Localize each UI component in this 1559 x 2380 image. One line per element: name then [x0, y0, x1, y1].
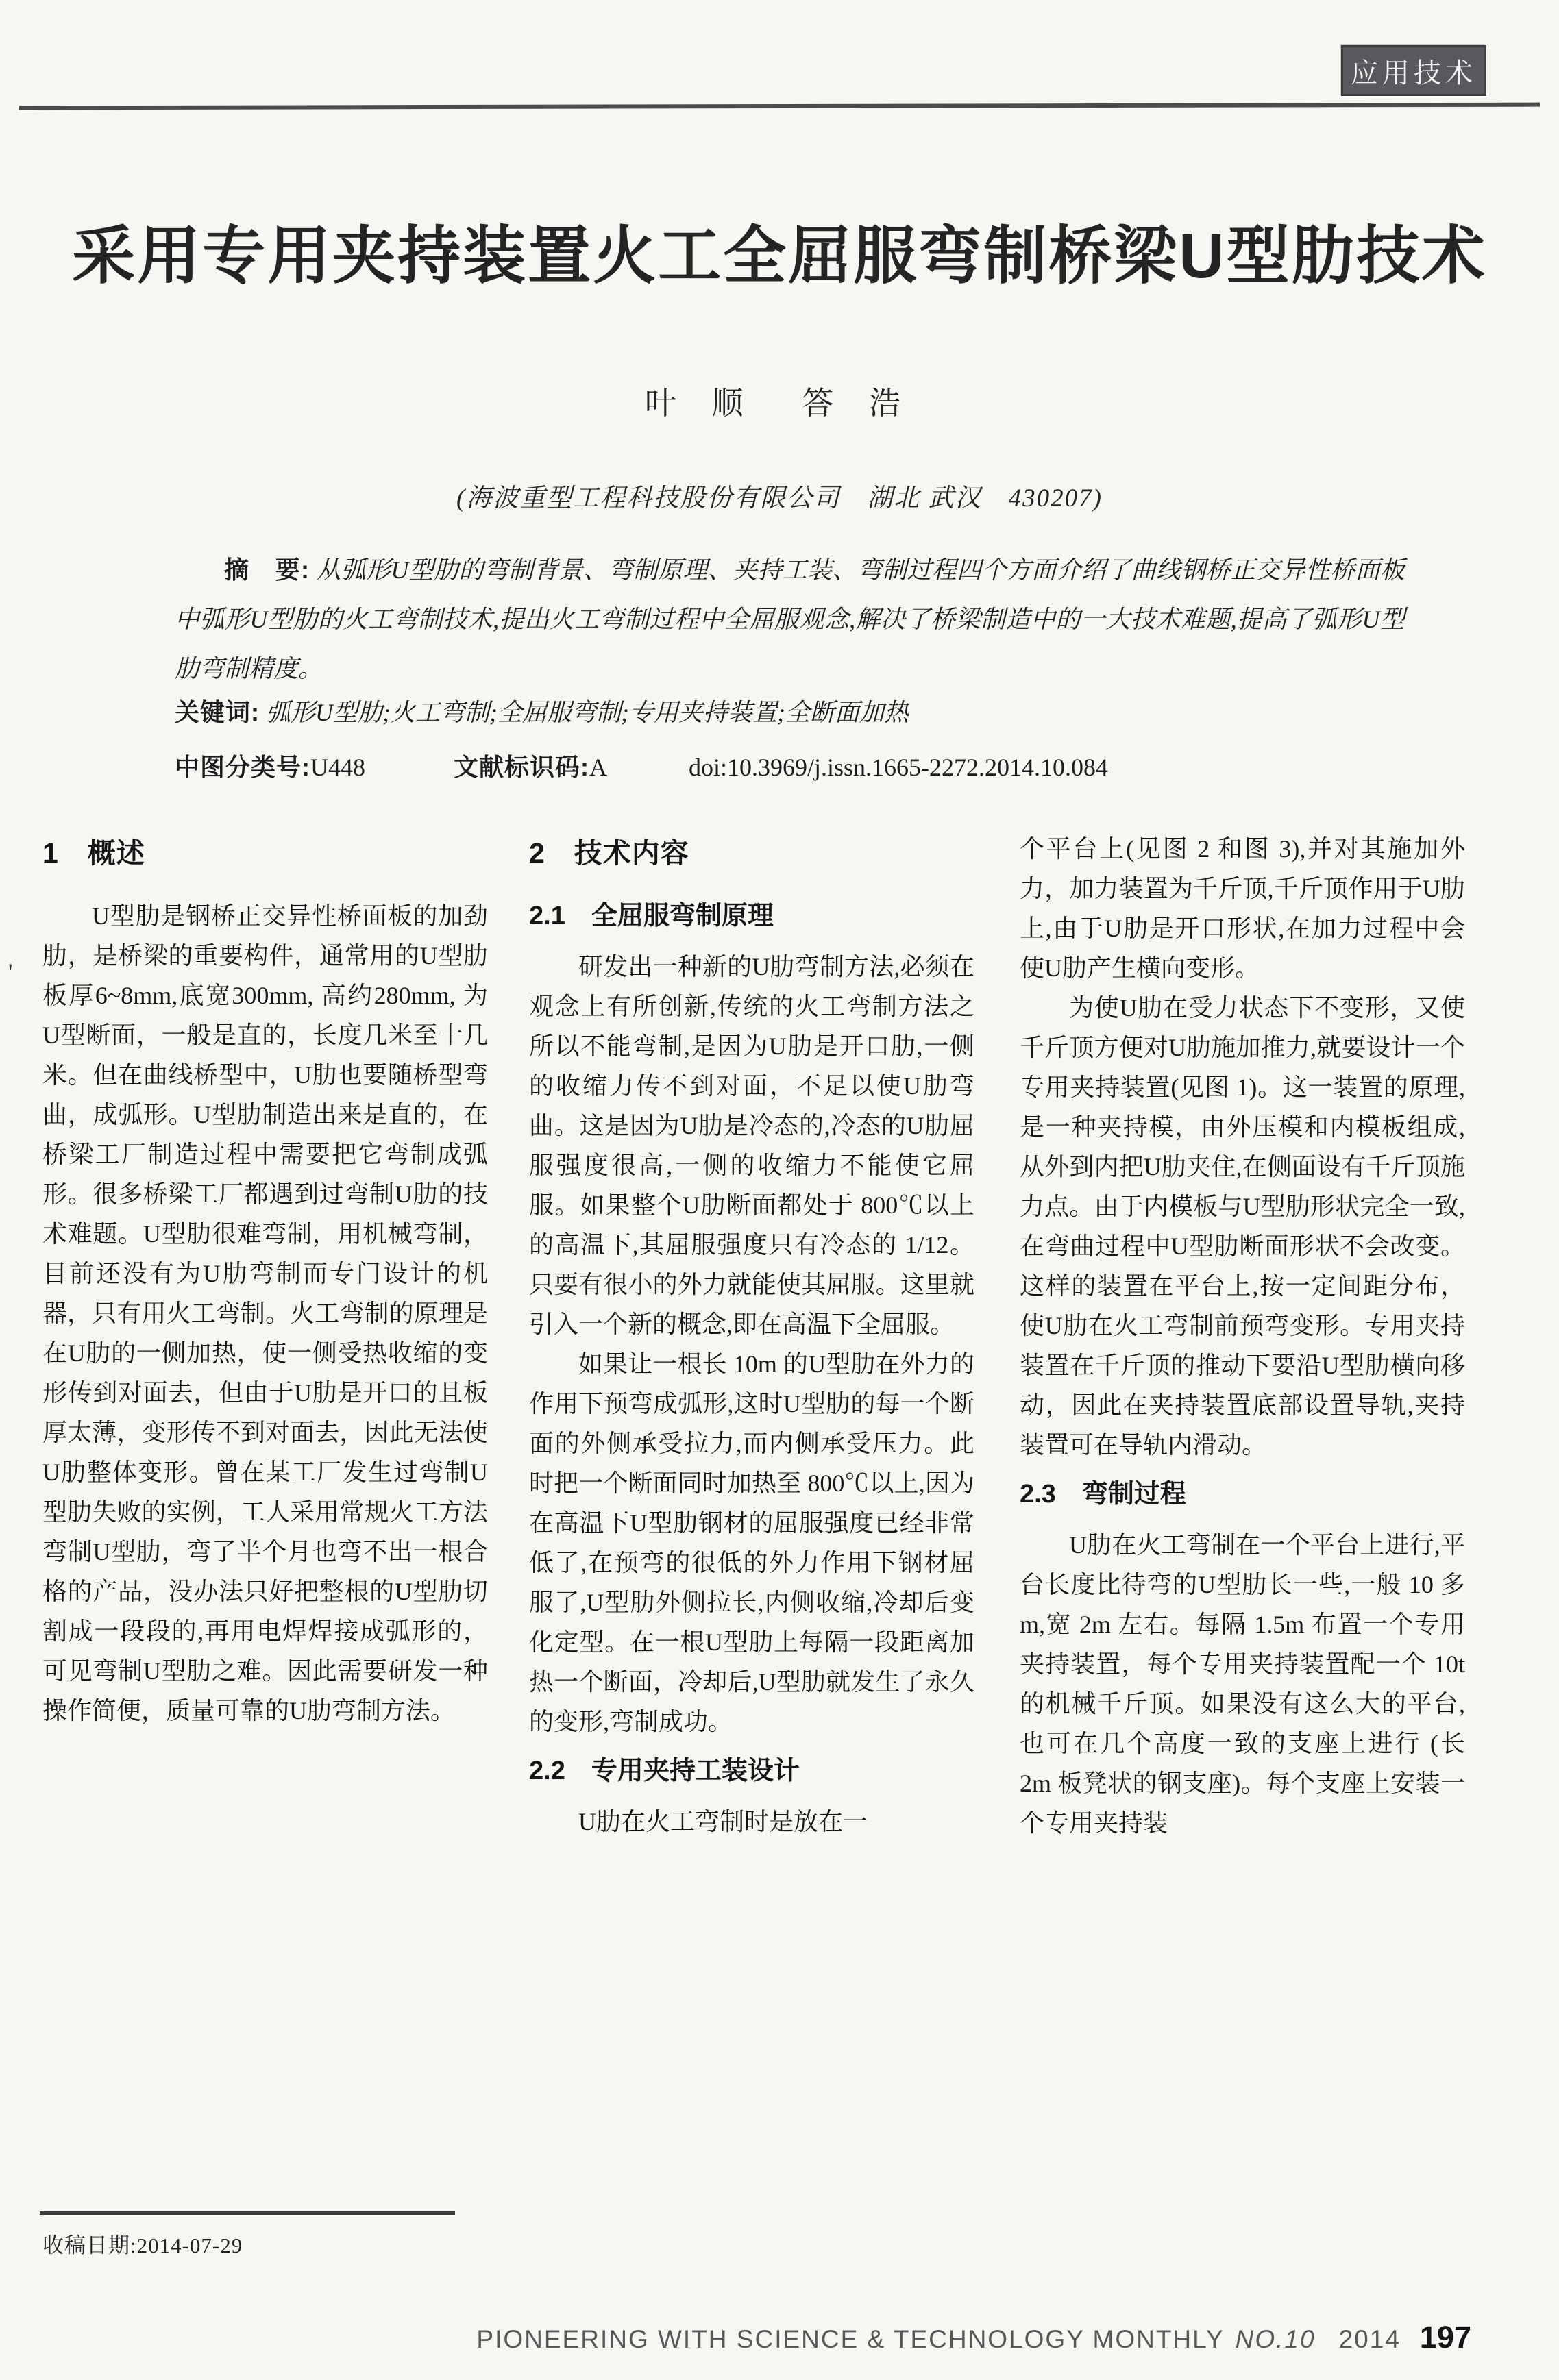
journal-issue: NO.10: [1235, 2325, 1316, 2353]
clc-value: U448: [310, 754, 365, 781]
footer-rule: [40, 2211, 455, 2215]
section-heading-1: 1 概述: [42, 837, 145, 869]
clc-group: [175, 754, 365, 781]
keywords-label: 关键词:: [175, 698, 260, 726]
column-2: [529, 829, 974, 1842]
keywords-text: 弧形U型肋;火工弯制;全屈服弯制;专用夹持装置;全断面加热: [266, 699, 909, 726]
received-date: 收稿日期:2014-07-29: [42, 2233, 243, 2257]
doi: doi:10.3969/j.issn.1665-2272.2014.10.084: [689, 754, 1109, 781]
paragraph: U肋在火工弯制时是放在一: [578, 1808, 868, 1835]
scan-artifact: ': [8, 958, 13, 986]
paragraph: U肋在火工弯制在一个平台上进行,平台长度比待弯的U型肋长一些,一般 10 多 m,宽 2m 左右。每隔 1.5m 布置一个专用夹持装置，每个专用夹持装置配一个 10t 的机械千斤顶。如果没有这么大的平台,也可在几个高度一致的支座上进行 (长 2m 板凳状的钢支座)。每个支座上安装一个专用夹持装: [1020, 1531, 1465, 1837]
paragraph: 个平台上(见图 2 和图 3),并对其施加外力，加力装置为千斤顶,千斤顶作用于U肋上,由于U肋是开口形状,在加力过程中会使U肋产生横向变形。: [1020, 835, 1465, 982]
journal-year: 2014: [1338, 2325, 1401, 2353]
header-rule: [19, 103, 1540, 110]
authors: 叶 顺 答 浩: [645, 386, 914, 421]
keywords: [175, 693, 1405, 728]
section-badge: 应用技术: [1341, 45, 1486, 96]
paragraph: U型肋是钢桥正交异性桥面板的加劲肋，是桥梁的重要构件，通常用的U型肋板厚6~8mm,底宽300mm, 高约280mm, 为U型断面，一般是直的，长度几米至十几米。但在曲线桥型中，U肋也要随桥型弯曲，成弧形。U型肋制造出来是直的，在桥梁工厂制造过程中需要把它弯制成弧形。很多桥梁工厂都遇到过弯制U肋的技术难题。U型肋很难弯制，用机械弯制，目前还没有为U肋弯制而专门设计的机器，只有用火工弯制。火工弯制的原理是在U肋的一侧加热，使一侧受热收缩的变形传到对面去，但由于U肋是开口的且板厚太薄，变形传不到对面去，因此无法使U肋整体变形。曾在某工厂发生过弯制U型肋失败的实例，工人采用常规火工方法弯制U型肋，弯了半个月也弯不出一根合格的产品，没办法只好把整根的U型肋切割成一段段的,再用电焊焊接成弧形的，可见弯制U型肋之难。因此需要研发一种操作简便，质量可靠的U肋弯制方法。: [42, 902, 488, 1724]
section-heading-2: 2 技术内容: [529, 837, 689, 869]
subsection-heading-2-2: 2.2 专用夹持工装设计: [529, 1757, 800, 1785]
abstract-label: 摘 要:: [224, 556, 310, 584]
abstract: [175, 545, 1405, 693]
doc-code-value: A: [589, 754, 607, 781]
doc-code-label: 文献标识码:: [454, 753, 589, 781]
subsection-heading-2-1: 2.1 全屈服弯制原理: [529, 902, 774, 930]
column-1: [42, 829, 488, 1731]
journal-name: PIONEERING WITH SCIENCE & TECHNOLOGY MONTHLY: [476, 2325, 1225, 2353]
abstract-text: 从弧形U型肋的弯制背景、弯制原理、夹持工装、弯制过程四个方面介绍了曲线钢桥正交异性桥面板中弧形U型肋的火工弯制技术,提出火工弯制过程中全屈服观念,解决了桥梁制造中的一大技术难题,提高了弧形U型肋弯制精度。: [175, 556, 1405, 682]
paragraph: 为使U肋在受力状态下不变形，又使千斤顶方便对U肋施加推力,就要设计一个专用夹持装置(见图 1)。这一装置的原理,是一种夹持模，由外压模和内模板组成,从外到内把U肋夹住,在侧面设有千斤顶施力点。由于内模板与U型肋形状完全一致,在弯曲过程中U型肋断面形状不会改变。这样的装置在平台上,按一定间距分布，使U肋在火工弯制前预弯变形。专用夹持装置在千斤顶的推动下要沿U型肋横向移动，因此在夹持装置底部设置导轨,夹持装置可在导轨内滑动。: [1020, 994, 1465, 1459]
paragraph: 如果让一根长 10m 的U型肋在外力的作用下预弯成弧形,这时U型肋的每一个断面的外侧承受拉力,而内侧承受压力。此时把一个断面同时加热至 800℃以上,因为在高温下U型肋钢材的屈服强度已经非常低了,在预弯的很低的外力作用下钢材屈服了,U型肋外侧拉长,内侧收缩,冷却后变化定型。在一根U型肋上每隔一段距离加热一个断面，冷却后,U型肋就发生了永久的变形,弯制成功。: [529, 1350, 974, 1735]
column-3: [1020, 829, 1465, 1843]
article-title: 采用专用夹持装置火工全屈服弯制桥梁U型肋技术: [72, 221, 1487, 291]
paragraph: 研发出一种新的U肋弯制方法,必须在观念上有所创新,传统的火工弯制方法之所以不能弯制,是因为U肋是开口肋,一侧的收缩力传不到对面，不足以使U肋弯曲。这是因为U肋是冷态的,冷态的U肋屈服强度很高,一侧的收缩力不能使它屈服。如果整个U肋断面都处于 800℃以上的高温下,其屈服强度只有冷态的 1/12。只要有很小的外力就能使其屈服。这里就引入一个新的概念,即在高温下全屈服。: [529, 953, 974, 1338]
journal-footer: [476, 2320, 1471, 2355]
meta-row: [175, 748, 1463, 783]
affiliation: (海波重型工程科技股份有限公司 湖北 武汉 430207): [456, 484, 1103, 512]
clc-label: 中图分类号:: [175, 753, 310, 781]
doc-code-group: [454, 754, 607, 781]
page-number: 197: [1419, 2320, 1471, 2355]
subsection-heading-2-3: 2.3 弯制过程: [1020, 1480, 1186, 1509]
